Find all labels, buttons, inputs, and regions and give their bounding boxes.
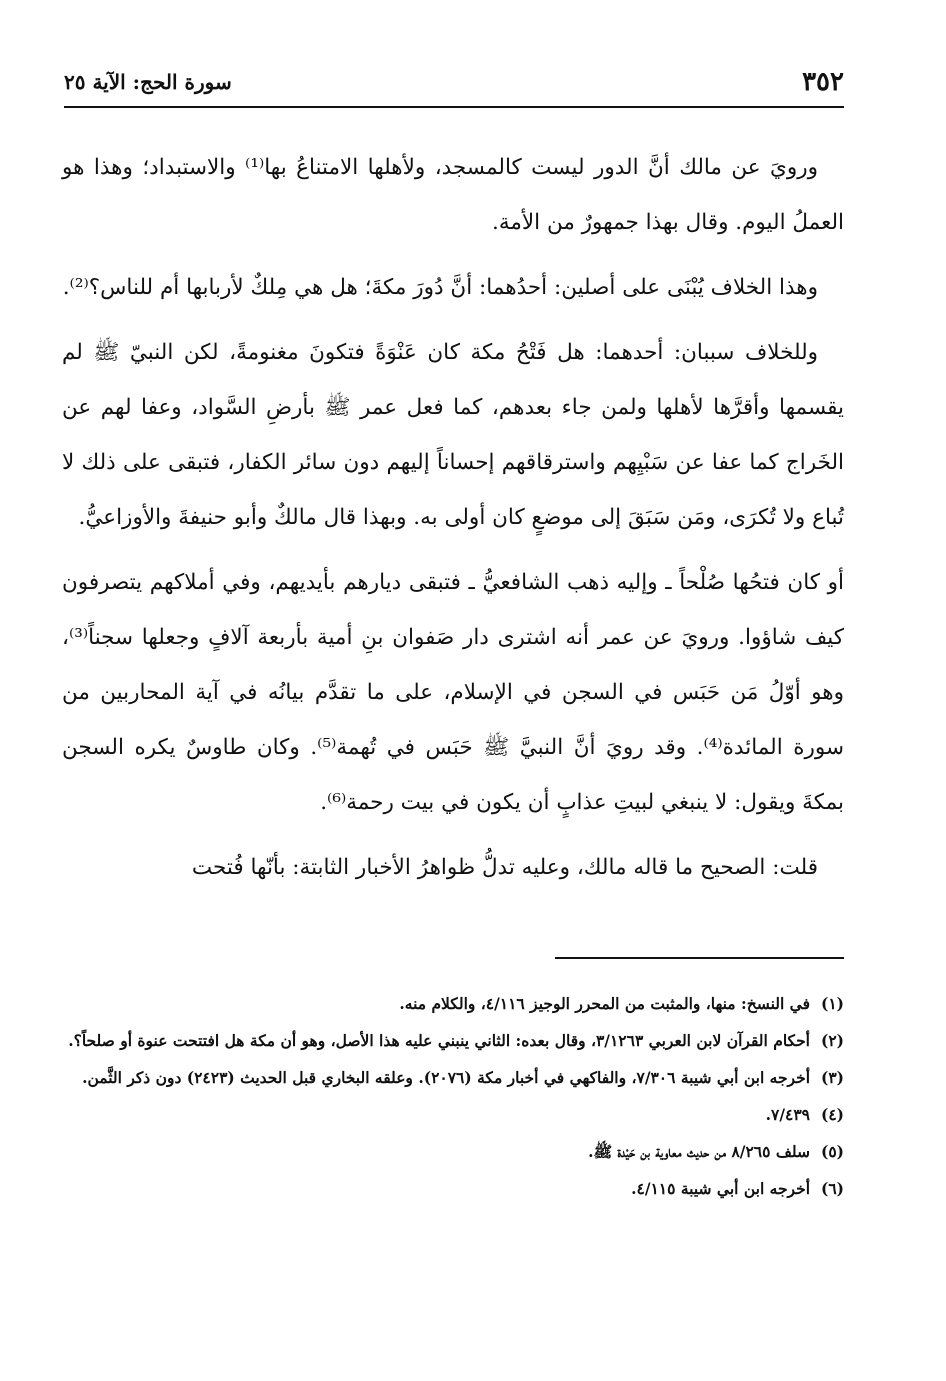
footnote-6 [62,1172,844,1206]
footnote-number: (٤) [820,1105,844,1124]
footnote-1 [62,987,844,1021]
footnote-text: في النسخ: منها، والمثبت من المحرر الوجيز ٤/١١٦، والكلام منه. [399,994,810,1013]
footnote-number: (٥) [820,1142,844,1161]
footnote-text: أحكام القرآن لابن العربي ٣/١٢٦٣، وقال بعده: الثاني ينبني عليه هذا الأصل، وهو أن مكة هل افتتحت عنوة أو صلحاً؟. [68,1031,810,1050]
footnote-text: أخرجه ابن أبي شيبة ٧/٣٠٦، والفاكهي في أخبار مكة (٢٠٧٦). وعلقه البخاري قبل الحديث (٢٤٢٣) دون ذكر الثَّمن. [82,1068,810,1087]
running-title: سورة الحج: الآية ٢٥ [64,70,232,94]
footnote-text: ٧/٤٣٩. [765,1105,810,1124]
footnote-number: (١) [820,994,844,1013]
footnote-number: (٣) [820,1068,844,1087]
footnote-number: (٦) [820,1179,844,1198]
paragraph: أو كان فتحُها صُلْحاً ـ وإليه ذهب الشافعيُّ ـ فتبقى ديارهم بأيديهم، وفي أملاكهم يتصرفون كيف شاؤوا. ورويَ عن عمر أنه اشترى دار صَفوان بنِ أمية بأربعة آلافٍ وجعلها سجناً⁽³⁾، وهو أوّلُ مَن حَبَس في السجن في الإسلام، على ما تقدَّم بيانُه في آية المحاربين من سورة المائدة⁽⁴⁾. وقد رويَ أنَّ النبيَّ ﷺ حَبَس في تُهمة⁽⁵⁾. وكان طاوسٌ يكره السجن بمكةَ ويقول: لا ينبغي لبيتِ عذابٍ أن يكون في بيت رحمة⁽⁶⁾. [62,570,845,815]
footnote-text: أخرجه ابن أبي شيبة ٤/١١٥. [631,1179,810,1198]
footnote-number: (٢) [820,1031,844,1050]
footnote-text: سلف ٨/٢٦٥ من حديث معاوية بن حَيْدة ﷺ. [588,1142,810,1161]
footnotes [62,987,844,1209]
paragraph: وهذا الخلاف يُبْنَى على أصلين: أحدُهما: أنَّ دُورَ مكةَ؛ هل هي مِلكٌ لأربابها أم للناس؟⁽²⁾. [62,275,818,300]
footnote-divider [555,957,844,959]
footnote-5 [62,1135,844,1169]
footnote-4 [62,1098,844,1132]
header-divider [64,106,844,108]
paragraph: ورويَ عن مالك أنَّ الدور ليست كالمسجد، ولأهلها الامتناعُ بها⁽¹⁾ والاستبداد؛ وهذا هو العملُ اليوم. وقال بهذا جمهورٌ من الأمة. [62,155,844,235]
footnote-3 [62,1061,844,1095]
footnote-2 [62,1024,844,1058]
page-number: ٣٥٢ [802,67,844,97]
main-text [62,140,844,905]
page-header [64,62,844,102]
paragraph: قلت: الصحيح ما قاله مالك، وعليه تدلُّ ظواهرُ الأخبار الثابتة: بأنّها فُتحت [191,855,818,880]
paragraph: وللخلاف سببان: أحدهما: هل فَتْحُ مكة كان عَنْوَةً فتكونَ مغنومةً، لكن النبيّ ﷺ لم يقسمها وأقرَّها لأهلها ولمن جاء بعدهم، كما فعل عمر ﷺ بأرضِ السَّواد، وعفا لهم عن الخَراج كما عفا عن سَبْيِهم واسترقاقهم إحساناً إليهم دون سائر الكفار، فتبقى على ذلك لا تُباع ولا تُكرَى، ومَن سَبَقَ إلى موضعٍ كان أولى به. وبهذا قال مالكٌ وأبو حنيفةَ والأوزاعيُّ. [62,340,844,530]
